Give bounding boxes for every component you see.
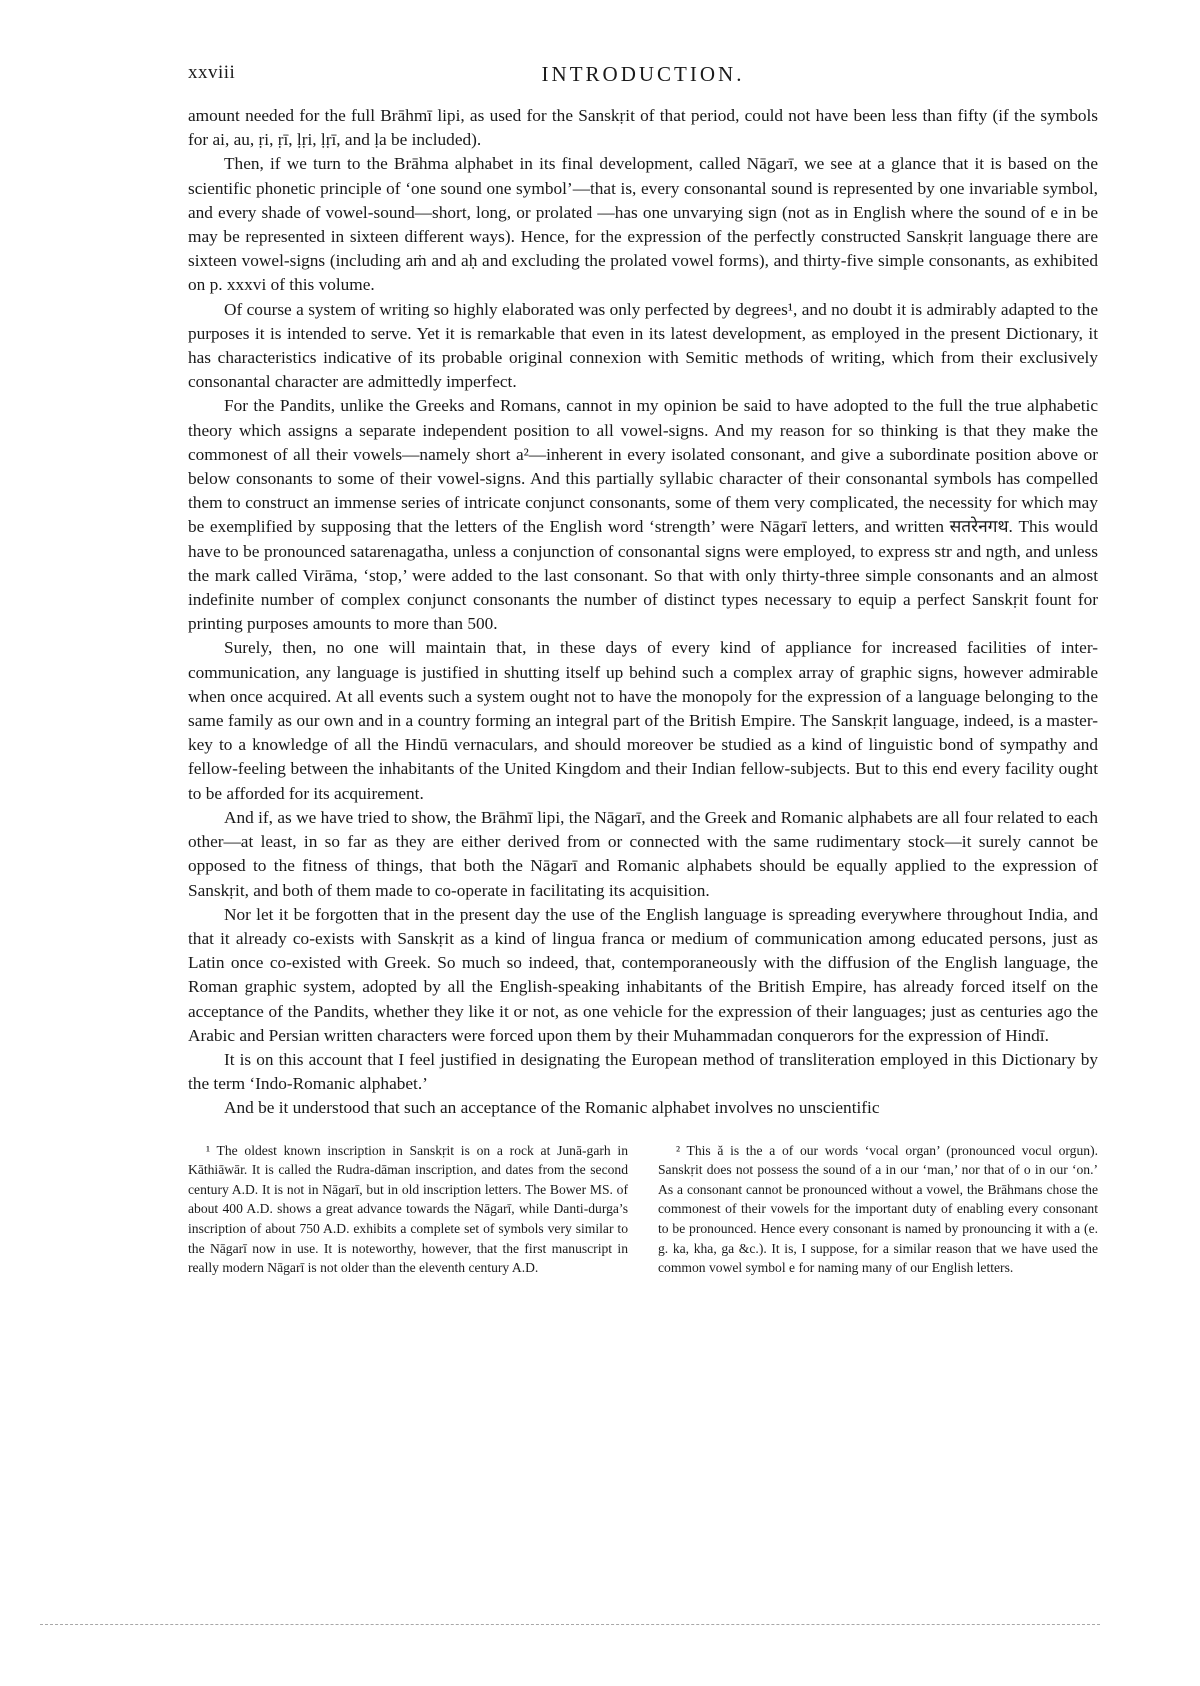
paragraph-8: It is on this account that I feel justified in designating the European method of transliteration employed in this Dictionary by the term ‘Indo-Romanic alphabet.’	[188, 1049, 1098, 1094]
paragraph-4: For the Pandits, unlike the Greeks and Romans, cannot in my opinion be said to have adopted to the full the true alphabetic theory which assigns a separate independent position to all vowel-signs. And my reason for so thinking is that they make the commonest of all their vowels—namely short a²—inherent in every isolated consonant, and give a subordinate position above or below consonants to some of their vowel-signs. And this partially syllabic character of their consonantal symbols has compelled them to construct an immense series of intricate conjunct consonants, some of them very complicated, the necessity for which may be exemplified by supposing that the letters of the English word ‘strength’ were Nāgarī letters, and written सतरेनगथ. This would have to be pronounced satarenagatha, unless a conjunction of consonantal signs were employed, to express str and ngth, and unless the mark called Virāma, ‘stop,’ were added to the last consonant. So that with only thirty-three simple consonants and an almost indefinite number of complex conjunct consonants the number of distinct types necessary to equip a perfect Sanskṛit fount for printing purposes amounts to more than 500.	[188, 396, 1098, 634]
footnote-1: ¹ The oldest known inscription in Sanskṛit is on a rock at Junā-garh in Kāthiāwār. It is called the Rudra-dāman inscription, and dates from the second century A.D. It is not in Nāgarī, but in old inscription letters. The Bower MS. of about 400 A.D. shows a great advance towards the Nāgarī, while Danti-durga’s inscription of about 750 A.D. exhibits a complete set of symbols very similar to the Nāgarī now in use. It is noteworthy, however, that the first manuscript in really modern Nāgarī is not older than the eleventh century A.D.	[188, 1142, 628, 1276]
page	[188, 62, 1098, 1278]
paragraph-9: And be it understood that such an acceptance of the Romanic alphabet involves no unscientific	[224, 1098, 880, 1118]
body-text	[188, 104, 1098, 1121]
footnote-2: ² This ă is the a of our words ‘vocal organ’ (pronounced vocul orgun). Sanskṛit does not possess the sound of a in our ‘man,’ nor that of o in our ‘on.’ As a consonant cannot be pronounced without a vowel, the Brāhmans chose the commonest of their vowels for the important duty of enabling every consonant to be pronounced. Hence every consonant is named by pronouncing it with a (e. g. ka, kha, ga &c.). It is, I suppose, for a similar reason that we have used the common vowel symbol e for naming many of our English letters.	[658, 1142, 1098, 1276]
paragraph-3: Of course a system of writing so highly elaborated was only perfected by degrees¹, and no doubt it is admirably adapted to the purposes it is intended to serve. Yet it is remarkable that even in its latest development, as employed in the present Dictionary, it has characteristics indicative of its probable original connexion with Semitic methods of writing, which from their exclusively consonantal character are admittedly imperfect.	[188, 299, 1098, 392]
paragraph-6: And if, as we have tried to show, the Brāhmī lipi, the Nāgarī, and the Greek and Romanic alphabets are all four related to each other—at least, in so far as they are either derived from or connected with the same rudimentary stock—it surely cannot be opposed to the fitness of things, that both the Nāgarī and Romanic alphabets should be equally applied to the expression of Sanskṛit, and both of them made to co-operate in facilitating its acquisition.	[188, 807, 1098, 900]
section-title: INTRODUCTION.	[541, 62, 745, 86]
paragraph-2: Then, if we turn to the Brāhma alphabet in its final development, called Nāgarī, we see at a glance that it is based on the scientific phonetic principle of ‘one sound one symbol’—that is, every consonantal sound is represented by one invariable symbol, and every shade of vowel-sound—short, long, or prolated —has one unvarying sign (not as in English where the sound of e in be may be represented in sixteen different ways). Hence, for the expression of the perfectly constructed Sanskṛit language there are sixteen vowel-signs (including aṁ and aḥ and excluding the prolated vowel forms), and thirty-five simple consonants, as exhibited on p. xxxvi of this volume.	[188, 154, 1098, 295]
running-head	[188, 62, 1098, 92]
page-number: xxviii	[188, 62, 236, 83]
paragraph-5: Surely, then, no one will maintain that, in these days of every kind of appliance for increased facilities of inter-communication, any language is justified in shutting itself up behind such a complex array of graphic signs, however admirable when once acquired. At all events such a system ought not to have the monopoly for the expression of a language belonging to the same family as our own and in a country forming an integral part of the British Empire. The Sanskṛit language, indeed, is a master-key to a knowledge of all the Hindū vernaculars, and should moreover be studied as a kind of linguistic bond of sympathy and fellow-feeling between the inhabitants of the United Kingdom and their Indian fellow-subjects. But to this end every facility ought to be afforded for its acquirement.	[188, 638, 1098, 803]
footnotes	[188, 1141, 1098, 1278]
bottom-rule	[40, 1624, 1100, 1625]
paragraph-7: Nor let it be forgotten that in the present day the use of the English language is spreading everywhere throughout India, and that it already co-exists with Sanskṛit as a kind of lingua franca or medium of communication among educated persons, just as Latin once co-existed with Greek. So much so indeed, that, contemporaneously with the diffusion of the English language, the Roman graphic system, adopted by all the English-speaking inhabitants of the British Empire, has already forced itself on the acceptance of the Pandits, whether they like it or not, as one vehicle for the expression of their languages; just as centuries ago the Arabic and Persian written characters were forced upon them by their Muhammadan conquerors for the expression of Hindī.	[188, 904, 1098, 1045]
paragraph-1: amount needed for the full Brāhmī lipi, as used for the Sanskṛit of that period, could not have been less than fifty (if the symbols for ai, au, ṛi, ṛī, ḷṛi, ḷṛī, and ḷa be included).	[188, 106, 1098, 150]
